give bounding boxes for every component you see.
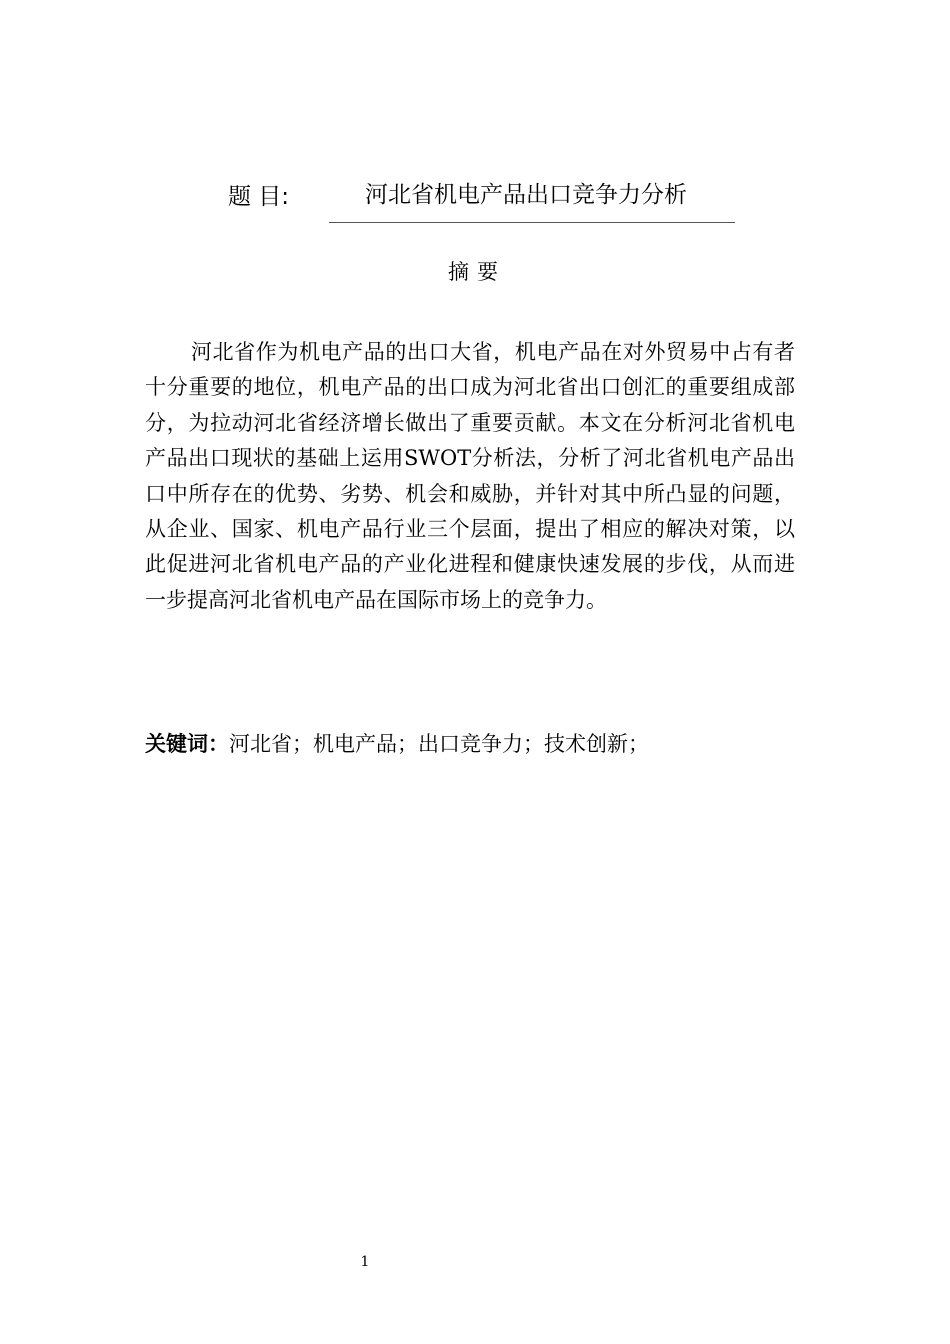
keywords-row xyxy=(145,728,795,758)
page-number: 1 xyxy=(360,1254,370,1270)
abstract-body: 河北省作为机电产品的出口大省，机电产品在对外贸易中占有者十分重要的地位，机电产品的出口成为河北省出口创汇的重要组成部分，为拉动河北省经济增长做出了重要贡献。本文在分析河北省机电产品出口现状的基础上运用SWOT分析法，分析了河北省机电产品出口中所存在的优势、劣势、机会和威胁，并针对其中所凸显的问题，从企业、国家、机电产品行业三个层面，提出了相应的解决对策，以此促进河北省机电产品的产业化进程和健康快速发展的步伐，从而进一步提高河北省机电产品在国际市场上的竞争力。 xyxy=(145,340,795,612)
title-underline xyxy=(329,222,735,223)
title-label: 题 目: xyxy=(228,184,290,210)
title-row xyxy=(0,172,950,212)
abstract-heading: 摘要 xyxy=(448,260,506,284)
keywords-value: 河北省；机电产品；出口竞争力；技术创新； xyxy=(229,732,649,756)
thesis-title: 河北省机电产品出口竞争力分析 xyxy=(365,182,687,208)
keywords-label: 关键词： xyxy=(145,732,229,756)
